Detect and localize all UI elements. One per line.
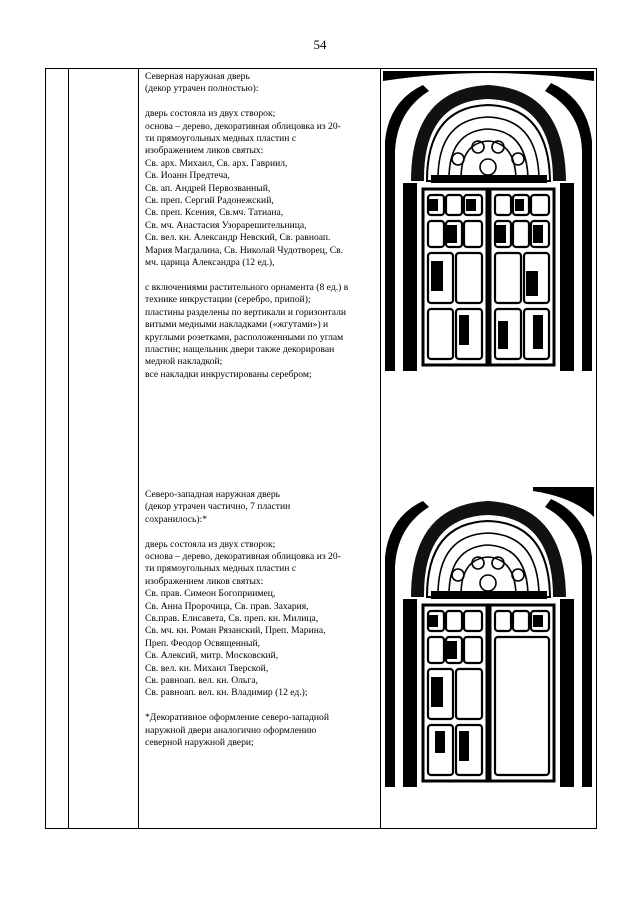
northwest-door-decor-note: сохранилось):* xyxy=(145,513,208,525)
door-photo-image xyxy=(383,71,594,371)
text-line: витыми медными накладками («жгутами») и xyxy=(145,319,329,331)
page-number: 54 xyxy=(313,37,327,52)
text-line: Св. равноап. вел. кн. Ольга, xyxy=(145,675,258,687)
text-line: мч. царица Александра (12 ед.), xyxy=(145,257,275,269)
north-door-heading: Северная наружная дверь xyxy=(145,71,250,82)
north-door-photo xyxy=(383,71,594,371)
north-door-decor-note: (декор утрачен полностью): xyxy=(145,83,259,95)
text-line: технике инкрустации (серебро, припой); xyxy=(145,294,311,306)
footnote-line: наружной двери аналогично оформлению xyxy=(145,724,317,736)
text-line: Св. преп. Сергий Радонежский, xyxy=(145,195,274,207)
text-line: изображением ликов святых: xyxy=(145,145,264,157)
column-divider xyxy=(380,69,381,828)
text-line: дверь состояла из двух створок; xyxy=(145,108,276,120)
footnote-line: северной наружной двери; xyxy=(145,737,254,749)
northwest-door-description xyxy=(145,489,375,750)
text-line: основа – дерево, декоративная облицовка из 20- xyxy=(145,551,341,563)
text-line: Св. арх. Михаил, Св. арх. Гавриил, xyxy=(145,157,288,169)
text-line: Св. ап. Андрей Первозванный, xyxy=(145,182,271,194)
text-line: Св. вел. кн. Михаил Тверской, xyxy=(145,662,269,674)
northwest-door-photo xyxy=(383,487,594,787)
text-line: Св. прав. Симеон Богоприимец, xyxy=(145,588,276,600)
text-line: все накладки инкрустированы серебром; xyxy=(145,368,312,380)
text-line: Преп. Феодор Освященный, xyxy=(145,637,261,649)
northwest-door-decor-note: (декор утрачен частично, 7 пластин xyxy=(145,501,291,513)
door-photo-image xyxy=(383,487,594,787)
inventory-table xyxy=(45,68,597,829)
north-door-description xyxy=(145,71,375,381)
column-divider xyxy=(138,69,139,828)
text-line: Мария Магдалина, Св. Николай Чудотворец, Св. xyxy=(145,244,344,256)
text-line: Св. преп. Ксения, Св.мч. Татиана, xyxy=(145,207,284,219)
text-line: Св. мч. кн. Роман Рязанский, Преп. Марина, xyxy=(145,625,326,637)
column-divider xyxy=(68,69,69,828)
text-line: изображением ликов святых: xyxy=(145,575,264,587)
text-line: дверь состояла из двух створок; xyxy=(145,538,276,550)
text-line: с включениями растительного орнамента (8 ед.) в xyxy=(145,281,349,293)
text-line: Св.прав. Елисавета, Св. преп. кн. Милица, xyxy=(145,613,319,625)
text-line: пластины разделены по вертикали и горизонтали xyxy=(145,306,347,318)
text-line: Св. равноап. вел. кн. Владимир (12 ед.); xyxy=(145,687,308,699)
text-line: Св. мч. Анастасия Узорарешительница, xyxy=(145,219,307,231)
text-line: Св. вел. кн. Александр Невский, Св. равноап. xyxy=(145,232,331,244)
text-line: Св. Алексий, митр. Московский, xyxy=(145,650,279,662)
footnote-line: *Декоративное оформление северо-западной xyxy=(145,712,329,724)
text-line: Св. Иоанн Предтеча, xyxy=(145,170,230,182)
text-line: Св. Анна Пророчица, Св. прав. Захария, xyxy=(145,600,309,612)
text-line: ти прямоугольных медных пластин с xyxy=(145,133,297,145)
text-line: ти прямоугольных медных пластин с xyxy=(145,563,297,575)
text-line: круглыми розетками, расположенными по углам xyxy=(145,331,344,343)
text-line: пластин; нащельник двери также декорирован xyxy=(145,343,335,355)
northwest-door-heading: Северо-западная наружная дверь xyxy=(145,489,281,500)
text-line: основа – дерево, декоративная облицовка из 20- xyxy=(145,120,341,132)
text-line: медной накладкой; xyxy=(145,356,223,368)
